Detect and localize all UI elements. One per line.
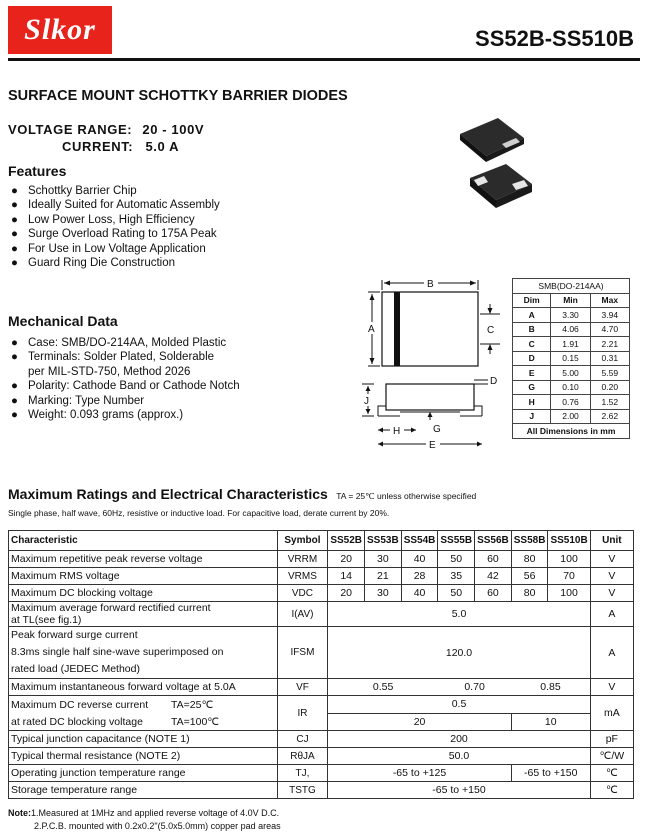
col-header: SS55B — [438, 531, 475, 551]
package-photo — [440, 108, 540, 218]
table-row: Maximum DC reverse current TA=25℃ at rated DC blocking voltage TA=100℃ IR 0.5 mA — [9, 696, 634, 714]
col-header: SS56B — [475, 531, 512, 551]
table-row: B 4.06 4.70 — [513, 322, 630, 337]
list-item: ● Polarity: Cathode Band or Cathode Notch — [11, 380, 240, 393]
mechanical-heading: Mechanical Data — [8, 313, 118, 329]
dim-label-b: B — [427, 279, 434, 290]
list-item: ● Surge Overload Rating to 175A Peak — [11, 228, 217, 241]
list-item: ● Marking: Type Number — [11, 394, 145, 407]
header-rule — [8, 58, 640, 61]
ratings-table — [8, 530, 634, 799]
table-row: Maximum RMS voltage VRMS 14 21 28 35 42 56 70 V — [9, 568, 634, 585]
table-row: G 0.10 0.20 — [513, 380, 630, 395]
table-row: 20 10 — [9, 713, 634, 731]
features-heading: Features — [8, 163, 67, 179]
col-header: SS52B — [328, 531, 365, 551]
ratings-condition: TA = 25℃ unless otherwise specified — [336, 491, 477, 501]
dim-label-a: A — [368, 324, 375, 335]
note-2: 2.P.C.B. mounted with 0.2x0.2"(5.0x5.0mm) copper pad areas — [34, 821, 281, 831]
note-1: Note:1.Measured at 1MHz and applied reverse voltage of 4.0V D.C. — [8, 808, 280, 818]
dim-header: Min — [551, 293, 590, 308]
dim-label-j: J — [364, 396, 369, 407]
table-row: Operating junction temperature range TJ, -65 to +125 -65 to +150 ℃ — [9, 765, 634, 782]
dim-label-g: G — [433, 424, 441, 435]
col-header: SS53B — [365, 531, 402, 551]
dim-header: Max — [590, 293, 629, 308]
table-row: H 0.76 1.52 — [513, 395, 630, 410]
dim-label-d: D — [490, 376, 498, 387]
voltage-value: 20 - 100V — [142, 122, 205, 137]
list-item: ● Terminals: Solder Plated, Solderable per MIL-STD-750, Method 2026 — [11, 351, 215, 378]
ratings-subheading: Single phase, half wave, 60Hz, resistive or inductive load. For capacitive load, derate current by 20%. — [8, 508, 390, 518]
dimension-table-footer: All Dimensions in mm — [513, 424, 630, 439]
col-header: Symbol — [277, 531, 328, 551]
package-drawing — [356, 270, 506, 452]
table-row: Maximum average forward rectified current at TL(see fig.1) I(AV) 5.0 A — [9, 602, 634, 627]
features-list — [8, 184, 220, 270]
list-item: ● Guard Ring Die Construction — [11, 257, 176, 270]
table-row: Typical junction capacitance (NOTE 1) CJ 200 pF — [9, 731, 634, 748]
table-row: Maximum instantaneous forward voltage at 5.0A VF 0.55 0.70 0.85 V — [9, 679, 634, 696]
mechanical-list — [8, 336, 240, 422]
dim-label-c: C — [487, 325, 495, 336]
brand-logo: Slkor — [8, 6, 112, 54]
table-row: Peak forward surge current 8.3ms single half sine-wave superimposed on rated load (JEDEC Method) IFSM 120.0 A — [9, 627, 634, 679]
table-row: Maximum DC blocking voltage VDC 20 30 40 50 60 80 100 V — [9, 585, 634, 602]
list-item: ● Ideally Suited for Automatic Assembly — [11, 199, 220, 212]
dim-label-e: E — [429, 440, 436, 451]
table-row: Maximum repetitive peak reverse voltage VRRM 20 30 40 50 60 80 100 V — [9, 551, 634, 568]
col-header: SS510B — [548, 531, 590, 551]
table-row: D 0.15 0.31 — [513, 351, 630, 366]
ratings-heading-line — [8, 486, 476, 504]
table-row: E 5.00 5.59 — [513, 366, 630, 381]
dimension-table-title: SMB(DO-214AA) — [513, 279, 630, 294]
current-value: 5.0 A — [145, 139, 180, 154]
current-label: CURRENT: — [62, 139, 134, 154]
table-row: Storage temperature range TSTG -65 to +150 ℃ — [9, 782, 634, 799]
col-header: Unit — [590, 531, 633, 551]
part-range-title: SS52B-SS510B — [475, 26, 634, 51]
col-header: SS58B — [511, 531, 548, 551]
list-item: ● Case: SMB/DO-214AA, Molded Plastic — [11, 337, 227, 349]
list-item: ● Low Power Loss, High Efficiency — [11, 213, 195, 226]
table-row: J 2.00 2.62 — [513, 409, 630, 424]
dimension-table — [512, 278, 630, 439]
document-title: SURFACE MOUNT SCHOTTKY BARRIER DIODES — [8, 88, 348, 104]
col-header: Characteristic — [9, 531, 278, 551]
list-item: ● Weight: 0.093 grams (approx.) — [11, 409, 184, 422]
dim-label-h: H — [393, 426, 401, 437]
table-row: Typical thermal resistance (NOTE 2) RθJA 50.0 ℃/W — [9, 748, 634, 765]
list-item: ● Schottky Barrier Chip — [11, 185, 137, 197]
col-header: SS54B — [401, 531, 438, 551]
current-line — [62, 139, 179, 154]
dim-header: Dim — [513, 293, 551, 308]
voltage-label: VOLTAGE RANGE: — [8, 122, 133, 137]
ratings-heading: Maximum Ratings and Electrical Characteristics — [8, 486, 328, 502]
voltage-range-line — [8, 122, 204, 137]
table-row: C 1.91 2.21 — [513, 337, 630, 352]
list-item: ● For Use in Low Voltage Application — [11, 242, 206, 255]
table-row: A 3.30 3.94 — [513, 308, 630, 323]
